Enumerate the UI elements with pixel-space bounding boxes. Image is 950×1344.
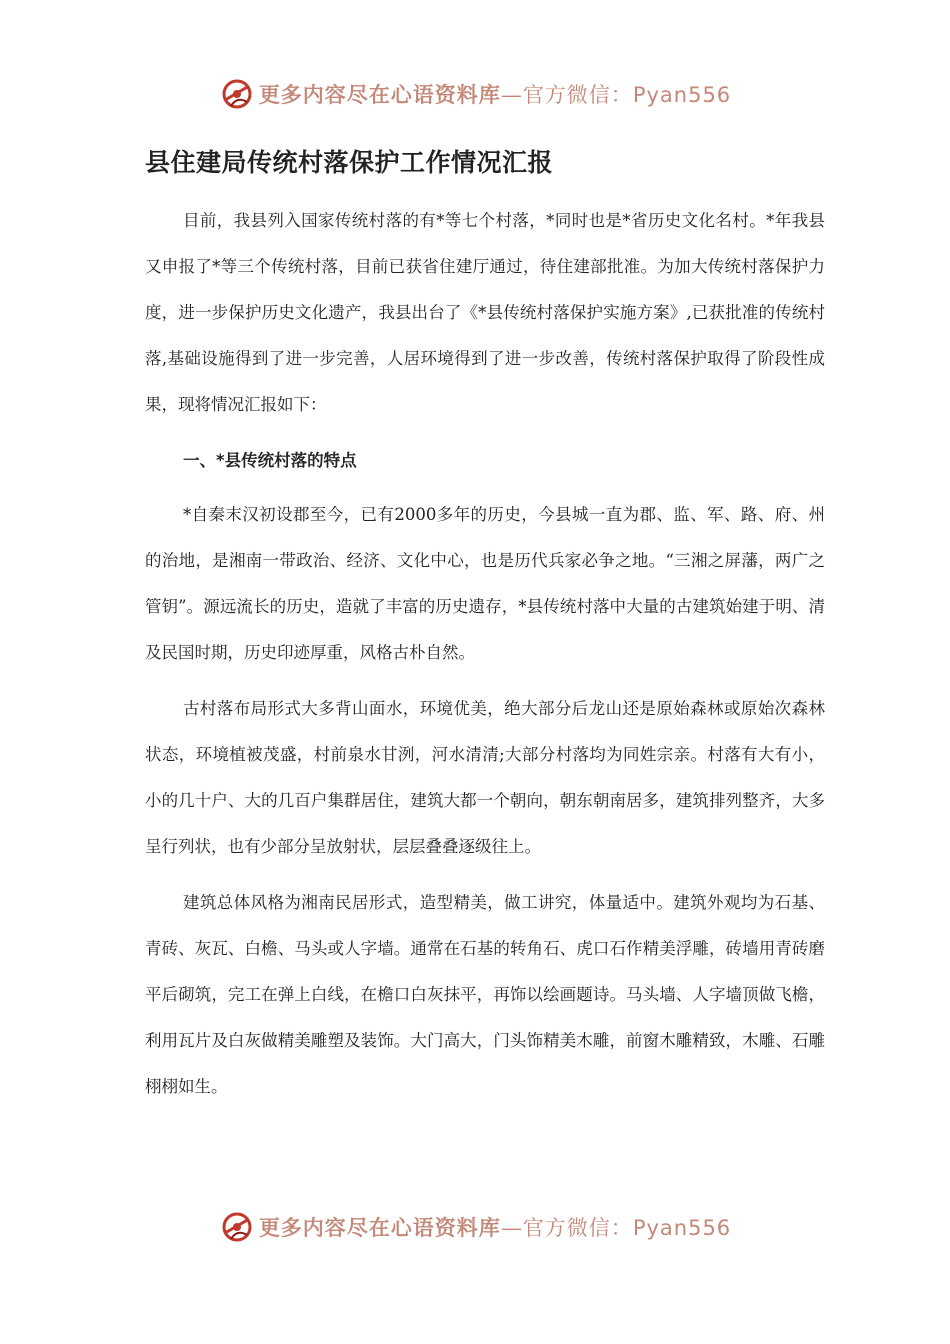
section-heading: 一、*县传统村落的特点 xyxy=(182,451,357,470)
section-paragraph: *自秦末汉初设郡至今，已有2000多年的历史，今县城一直为郡、监、军、路、府、州的治地，是湘南一带政治、经济、文化中心，也是历代兵家必争之地。“三湘之屏藩，两广之管钥”。源远流长的历史，造就了丰富的历史遗存，*县传统村落中大量的古建筑始建于明、清及民国时期，历史印迹厚重，风格古朴自然。 xyxy=(145,505,825,662)
intro-paragraph: 目前，我县列入国家传统村落的有*等七个村落，*同时也是*省历史文化名村。*年我县又申报了*等三个传统村落，目前已获省住建厅通过，待住建部批准。为加大传统村落保护力度，进一步保护历史文化遗产，我县出台了《*县传统村落保护实施方案》,已获批准的传统村落,基础设施得到了进一步完善，人居环境得到了进一步改善，传统村落保护取得了阶段性成果，现将情况汇报如下： xyxy=(145,211,825,414)
logo-icon xyxy=(219,76,255,112)
document-body xyxy=(145,140,825,1110)
section-paragraph: 建筑总体风格为湘南民居形式，造型精美，做工讲究，体量适中。建筑外观均为石基、青砖、灰瓦、白檐、马头或人字墙。通常在石基的转角石、虎口石作精美浮雕，砖墙用青砖磨平后砌筑，完工在弹上白线，在檐口白灰抹平，再饰以绘画题诗。马头墙、人字墙顶做飞檐，利用瓦片及白灰做精美雕塑及装饰。大门高大，门头饰精美木雕，前窗木雕精致，木雕、石雕栩栩如生。 xyxy=(145,893,825,1096)
page-title: 县住建局传统村落保护工作情况汇报 xyxy=(145,148,554,177)
banner-text: 更多内容尽在心语资料库—官方微信：Pyan556 xyxy=(258,1215,732,1240)
header-banner xyxy=(0,74,950,114)
footer-banner xyxy=(0,1207,950,1247)
banner-text: 更多内容尽在心语资料库—官方微信：Pyan556 xyxy=(258,82,732,107)
logo-icon xyxy=(219,1209,255,1245)
section-paragraph: 古村落布局形式大多背山面水，环境优美，绝大部分后龙山还是原始森林或原始次森林状态，环境植被茂盛，村前泉水甘洌，河水清清;大部分村落均为同姓宗亲。村落有大有小，小的几十户、大的几百户集群居住，建筑大都一个朝向，朝东朝南居多，建筑排列整齐，大多呈行列状，也有少部分呈放射状，层层叠叠逐级往上。 xyxy=(145,699,825,856)
